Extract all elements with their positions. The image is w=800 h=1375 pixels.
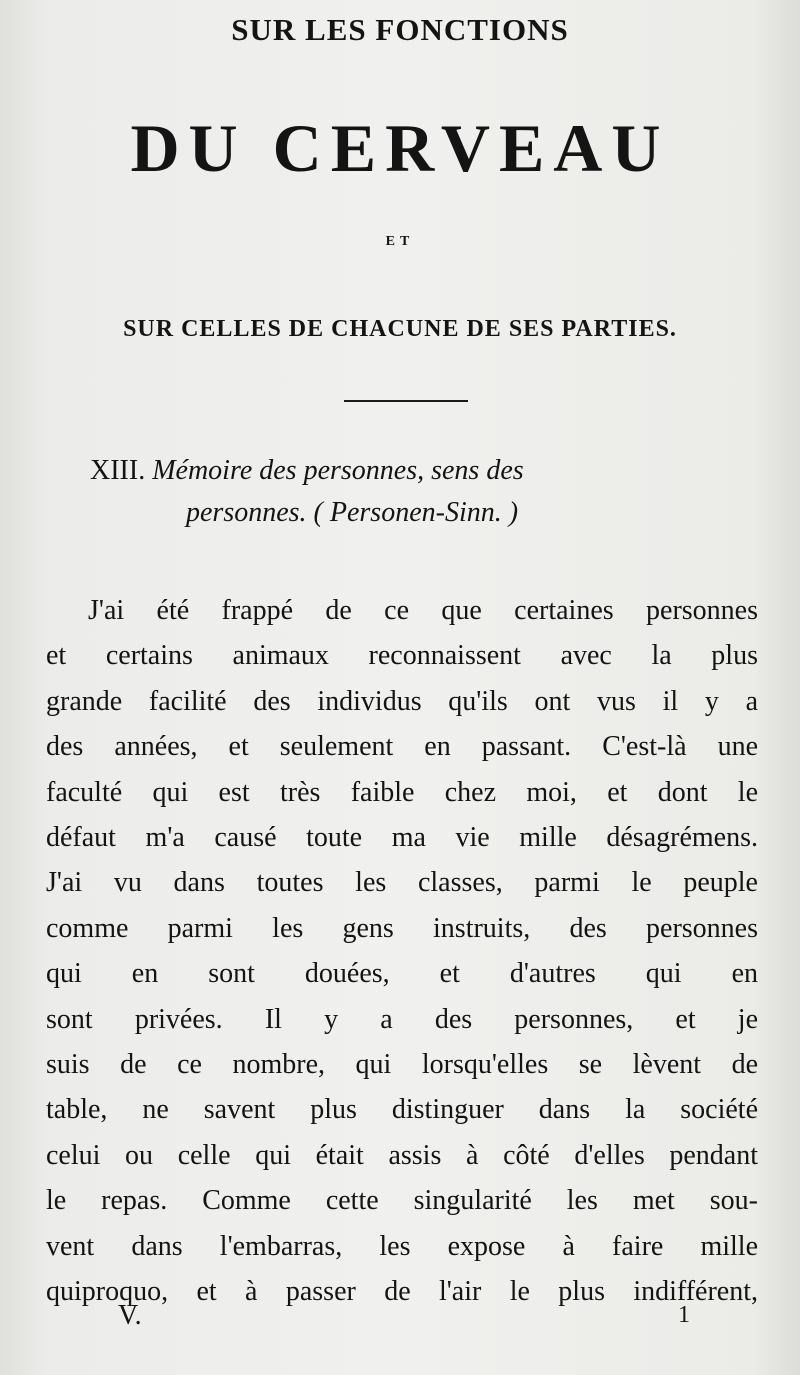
- section-divider: [344, 400, 468, 402]
- header-top-line: SUR LES FONCTIONS: [231, 12, 569, 47]
- body-line: comme parmi les gens instruits, des personnes: [46, 912, 758, 944]
- body-line: le repas. Comme cette singularité les met sou-: [46, 1185, 758, 1217]
- section-heading-line-2: [90, 492, 730, 534]
- header-subtitle: SUR CELLES DE CHACUNE DE SES PARTIES.: [123, 316, 677, 342]
- section-heading-line-1: [90, 450, 730, 492]
- main-title: DU CERVEAU: [130, 110, 670, 186]
- body-line: des années, et seulement en passant. C'est-là une: [46, 731, 758, 763]
- section-heading: [90, 450, 730, 534]
- body-line: vent dans l'embarras, les expose à faire mille: [46, 1230, 758, 1262]
- body-line: faculté qui est très faible chez moi, et dont le: [46, 776, 758, 808]
- body-paragraph: [46, 588, 758, 1315]
- body-line: qui en sont douées, et d'autres qui en: [46, 958, 758, 990]
- body-line: J'ai été frappé de ce que certaines personnes: [88, 595, 758, 626]
- body-line: quiproquo, et à passer de l'air le plus indifférent,: [46, 1276, 758, 1308]
- body-line: et certains animaux reconnaissent avec la plus: [46, 640, 758, 672]
- signature-mark: V.: [118, 1300, 142, 1331]
- section-title-part-1: Mémoire des personnes, sens des: [152, 455, 524, 486]
- body-line: table, ne savent plus distinguer dans la société: [46, 1094, 758, 1126]
- body-line: suis de ce nombre, qui lorsqu'elles se lèvent de: [46, 1049, 758, 1081]
- body-line: grande facilité des individus qu'ils ont vus il y a: [46, 685, 758, 717]
- body-line: défaut m'a causé toute ma vie mille désagrémens.: [46, 822, 758, 854]
- section-number: XIII.: [90, 455, 146, 486]
- header-conjunction: ET: [385, 234, 415, 249]
- body-line: J'ai vu dans toutes les classes, parmi le peuple: [46, 867, 758, 899]
- page-number: 1: [678, 1302, 690, 1328]
- body-line: sont privées. Il y a des personnes, et je: [46, 1003, 758, 1035]
- section-title-part-2: personnes. ( Personen-Sinn. ): [186, 497, 519, 528]
- body-line: celui ou celle qui était assis à côté d'elles pendant: [46, 1139, 758, 1171]
